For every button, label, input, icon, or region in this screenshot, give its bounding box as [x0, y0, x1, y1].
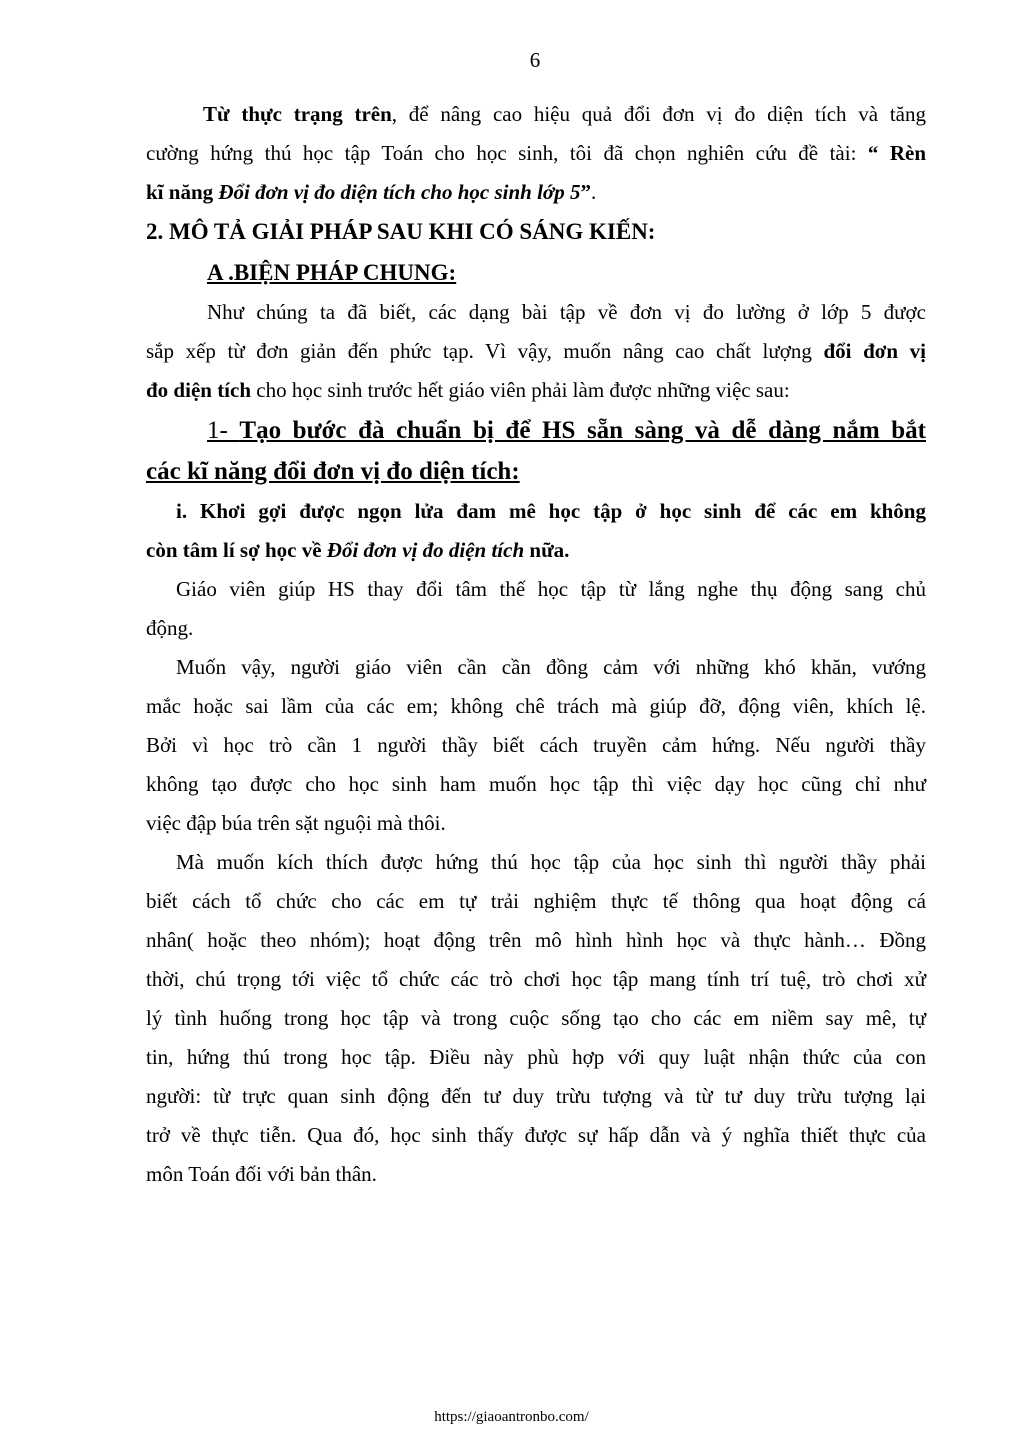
- para5-line6: tin, hứng thú trong học tập. Điều này phù hợp với quy luật nhận thức của con: [146, 1045, 926, 1069]
- para5-line2: biết cách tổ chức cho các em tự trải nghiệm thực tế thông qua hoạt động cá: [146, 889, 926, 913]
- para3-line2: động.: [146, 616, 194, 640]
- page-number: 6: [529, 48, 541, 72]
- heading-1-line1: 1- Tạo bước đà chuẩn bị để HS sẵn sàng và dễ dàng nắm bắt: [207, 417, 927, 444]
- para1-line3: kĩ năng Đổi đơn vị đo diện tích cho học sinh lớp 5”.: [146, 180, 597, 204]
- para1-line2: cường hứng thú học tập Toán cho học sinh, tôi đã chọn nghiên cứu đề tài: “ Rèn: [146, 141, 927, 165]
- para5-line3: nhân( hoặc theo nhóm); hoạt động trên mô hình hình học và thực hành… Đồng: [146, 928, 926, 952]
- para1-line1: Từ thực trạng trên, để nâng cao hiệu quả đổi đơn vị đo diện tích và tăng: [203, 102, 926, 126]
- section-a-heading: A .BIỆN PHÁP CHUNG:: [207, 260, 457, 285]
- para5-line1: Mà muốn kích thích được hứng thú học tập của học sinh thì người thầy phải: [176, 850, 926, 874]
- para2-line1: Như chúng ta đã biết, các dạng bài tập về đơn vị đo lường ở lớp 5 được: [207, 300, 926, 324]
- para4-line5: việc đập búa trên sặt nguội mà thôi.: [146, 811, 446, 835]
- para2-line2: sắp xếp từ đơn giản đến phức tạp. Vì vậy, muốn nâng cao chất lượng đổi đơn vị: [146, 339, 926, 363]
- subheading-line1: i. Khơi gợi được ngọn lửa đam mê học tập ở học sinh để các em không: [176, 499, 926, 523]
- footer-url: https://giaoantronbo.com/: [434, 1409, 589, 1425]
- heading-1-line2: các kĩ năng đổi đơn vị đo diện tích:: [146, 458, 520, 485]
- para5-line7: người: từ trực quan sinh động đến tư duy trừu tượng và từ tư duy trừu tượng lại: [146, 1084, 926, 1108]
- para3-line1: Giáo viên giúp HS thay đổi tâm thế học tập từ lắng nghe thụ động sang chủ: [176, 577, 926, 601]
- para4-line4: không tạo được cho học sinh ham muốn học tập thì việc dạy học cũng chỉ như: [146, 772, 926, 796]
- para5-line8: trở về thực tiễn. Qua đó, học sinh thấy được sự hấp dẫn và ý nghĩa thiết thực của: [146, 1123, 926, 1147]
- para5-line4: thời, chú trọng tới việc tổ chức các trò chơi học tập mang tính trí tuệ, trò chơi xử: [146, 967, 926, 991]
- subheading-line2: còn tâm lí sợ học về Đổi đơn vị đo diện tích nữa.: [146, 538, 570, 562]
- para4-line3: Bởi vì học trò cần 1 người thầy biết cách truyền cảm hứng. Nếu người thầy: [146, 733, 926, 757]
- para5-line9: môn Toán đối với bản thân.: [146, 1162, 377, 1186]
- section-2-heading: 2. MÔ TẢ GIẢI PHÁP SAU KHI CÓ SÁNG KIẾN:: [146, 219, 656, 244]
- para5-line5: lý tình huống trong học tập và trong cuộc sống tạo cho các em niềm say mê, tự: [146, 1006, 926, 1030]
- para4-line1: Muốn vậy, người giáo viên cần cần đồng cảm với những khó khăn, vướng: [176, 655, 926, 679]
- para2-line3: đo diện tích cho học sinh trước hết giáo viên phải làm được những việc sau:: [146, 378, 790, 402]
- para4-line2: mắc hoặc sai lầm của các em; không chê trách mà giúp đỡ, động viên, khích lệ.: [146, 694, 926, 718]
